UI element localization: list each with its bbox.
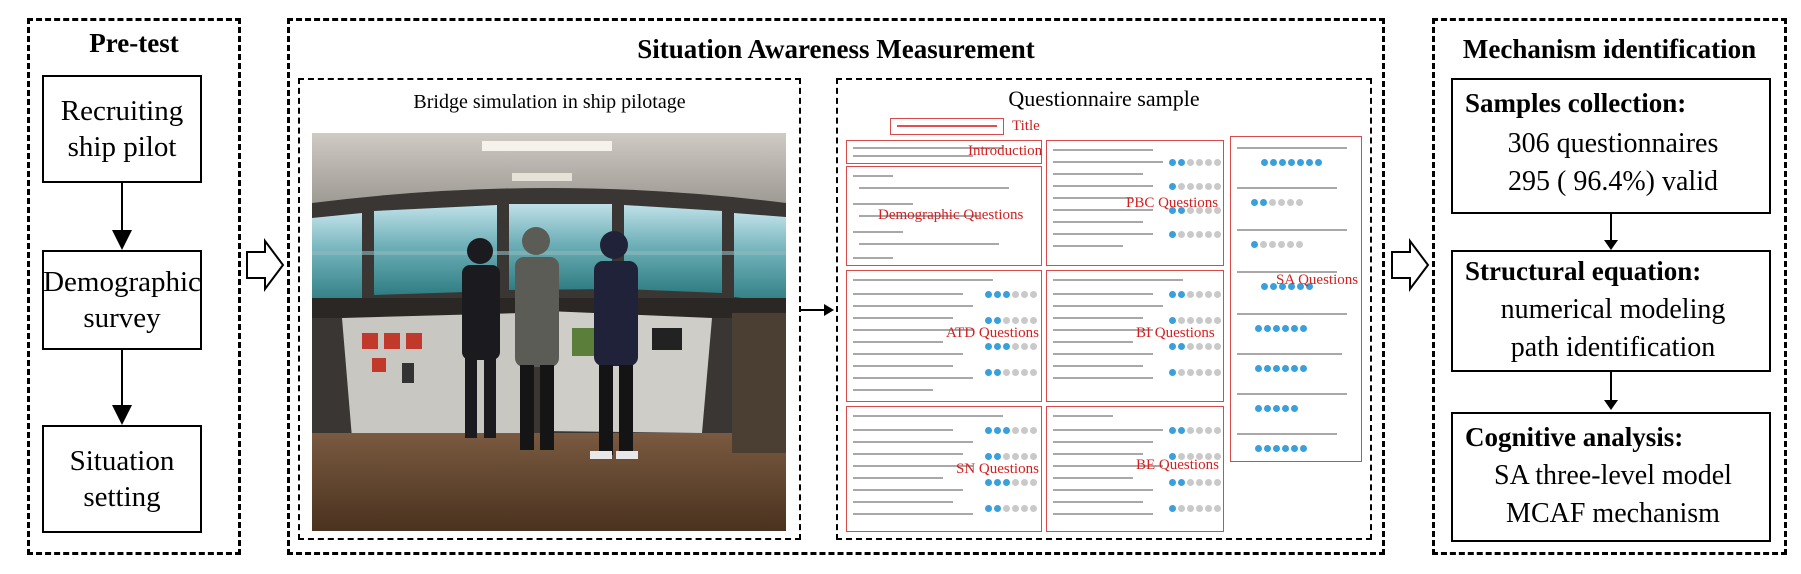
- label-pbc: PBC Questions: [1126, 195, 1219, 211]
- structural-line1: numerical modeling: [1500, 294, 1726, 325]
- questionnaire-title: Questionnaire sample: [1008, 86, 1200, 111]
- step-recruiting-line2: ship pilot: [67, 131, 177, 163]
- q-title-box: [890, 118, 1004, 135]
- step-situation-line2: setting: [83, 481, 161, 513]
- samples-box: [1451, 78, 1771, 214]
- structural-heading: Structural equation:: [1465, 256, 1702, 286]
- label-sa: SA Questions: [1276, 272, 1359, 288]
- structural-line2: path identification: [1510, 332, 1716, 363]
- step-demographic-line1: Demographic: [43, 266, 201, 298]
- label-be: BE Questions: [1136, 457, 1219, 473]
- hollow-arrow-right: [1388, 237, 1432, 293]
- cognitive-line1: SA three-level model: [1494, 460, 1732, 491]
- label-bi: BI Questions: [1136, 325, 1215, 341]
- q-sa-box: [1230, 136, 1362, 462]
- bridge-title: Bridge simulation in ship pilotage: [413, 91, 686, 113]
- samples-heading: Samples collection:: [1465, 88, 1687, 118]
- label-sn: SN Questions: [956, 461, 1039, 477]
- samples-line2: 295 ( 96.4%) valid: [1508, 166, 1718, 197]
- bridge-photo: [312, 133, 786, 531]
- samples-line1: 306 questionnaires: [1507, 128, 1719, 159]
- mechanism-title: Mechanism identification: [1462, 34, 1757, 64]
- hollow-arrow-left: [243, 237, 287, 293]
- label-demographic: Demographic Questions: [878, 207, 1024, 223]
- label-atd: ATD Questions: [946, 325, 1039, 341]
- step-demographic-line2: survey: [83, 302, 161, 334]
- mechanism-arrows: [1560, 200, 1660, 440]
- cognitive-line2: MCAF mechanism: [1506, 498, 1720, 529]
- label-introduction: Introduction: [968, 143, 1043, 159]
- label-title: Title: [1012, 118, 1040, 134]
- step-situation-line1: Situation: [69, 445, 175, 477]
- step-recruiting-line1: Recruiting: [60, 95, 184, 127]
- pretest-arrows: [0, 0, 260, 574]
- arrow-photo-to-questionnaire: [800, 300, 836, 320]
- sa-title: Situation Awareness Measurement: [637, 34, 1035, 64]
- pretest-title: Pre-test: [89, 28, 179, 58]
- cognitive-heading: Cognitive analysis:: [1465, 422, 1684, 452]
